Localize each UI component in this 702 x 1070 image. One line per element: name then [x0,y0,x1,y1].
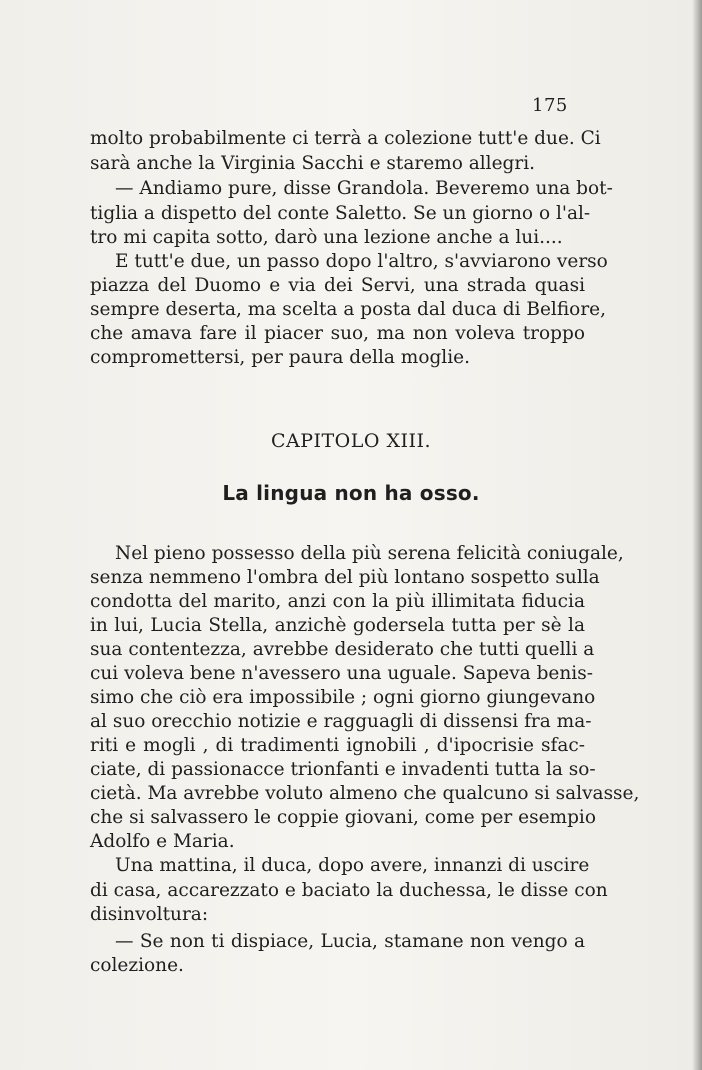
text-line: colezione. [90,955,184,976]
text-line: di casa, accarezzato e baciato la duchessa, le disse con [90,880,608,901]
text-line: simo che ciò era impossibile ; ogni giorno giungevano [90,687,596,708]
text-line: Adolfo e Maria. [90,831,235,852]
text-line: che si salvassero le coppie giovani, come per esempio [90,807,596,828]
text-line: che amava fare il piacer suo, ma non voleva troppo [90,323,585,344]
text-line: E tutt'e due, un passo dopo l'altro, s'avviarono verso [115,251,608,272]
text-line: cui voleva bene n'avessero una uguale. Sapeva benis- [90,663,593,684]
text-line: tro mi capita sotto, darò una lezione anche a lui.... [90,227,563,248]
text-line: in lui, Lucia Stella, anzichè godersela tutta per sè la [90,615,585,636]
text-line: molto probabilmente ci terrà a colezione tutt'e due. Ci [90,128,601,149]
text-line: disinvoltura: [90,904,209,925]
text-line: senza nemmeno l'ombra del più lontano sospetto sulla [90,567,600,588]
text-line: cietà. Ma avrebbe voluto almeno che qualcuno si salvasse, [90,783,640,804]
text-line: tiglia a dispetto del conte Saletto. Se un giorno o l'al- [90,203,591,224]
text-line: sarà anche la Virginia Sacchi e staremo allegri. [90,153,536,174]
text-line: al suo orecchio notizie e ragguagli di dissensi fra ma- [90,711,592,732]
text-line: ciate, di passionacce trionfanti e invadenti tutta la so- [90,759,596,780]
chapter-title: La lingua non ha osso. [222,481,480,505]
text-line: piazza del Duomo e via dei Servi, una strada quasi [90,275,585,296]
text-line: condotta del marito, anzi con la più illimitata fiducia [90,591,585,612]
text-line: sua contentezza, avrebbe desiderato che tutti quelli a [90,639,595,660]
text-line: sempre deserta, ma scelta a posta dal duca di Belfiore, [90,299,606,320]
text-line: — Andiamo pure, disse Grandola. Beveremo una bot- [115,178,613,199]
text-line: — Se non ti dispiace, Lucia, stamane non vengo a [115,931,585,952]
text-line: Una mattina, il duca, dopo avere, innanzi di uscire [115,855,590,876]
page-number: 175 [532,95,568,116]
text-line: compromettersi, per paura della moglie. [90,347,470,368]
chapter-number: CAPITOLO XIII. [270,430,432,452]
text-line: Nel pieno possesso della più serena felicità coniugale, [115,543,624,564]
text-line: riti e mogli , di tradimenti ignobili , d'ipocrisie sfac- [90,735,585,756]
